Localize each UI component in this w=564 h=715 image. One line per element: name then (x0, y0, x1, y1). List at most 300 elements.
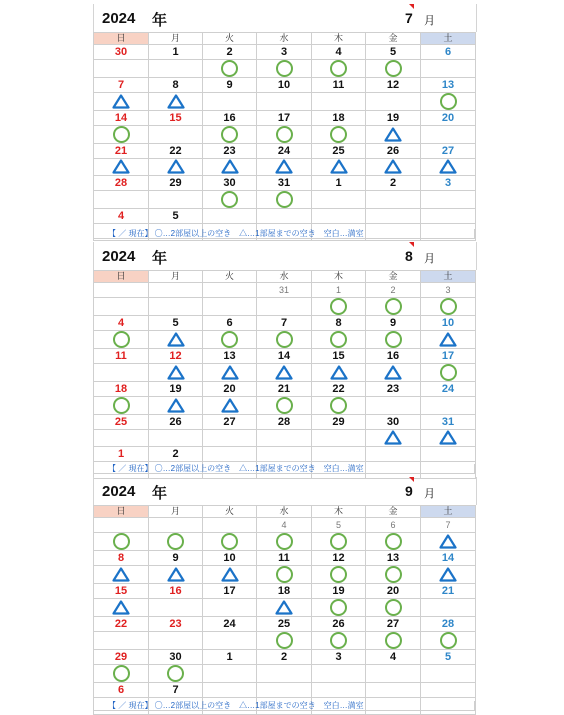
day-number (149, 518, 203, 533)
day-number: 21 (94, 144, 149, 159)
triangle-icon (167, 159, 185, 174)
weekday-tue: 火 (203, 33, 257, 45)
day-number: 13 (203, 349, 257, 364)
date-row (94, 349, 476, 364)
availability-row (94, 159, 476, 176)
day-number: 24 (421, 382, 476, 397)
year-kanji: 年 (152, 12, 168, 29)
availability-cell (312, 533, 366, 551)
availability-cell (94, 599, 149, 617)
availability-cell (366, 430, 421, 447)
availability-cell (257, 566, 312, 584)
calendar-grid (93, 270, 476, 479)
availability-cell (366, 397, 421, 415)
day-number: 26 (366, 144, 421, 159)
day-number: 23 (203, 144, 257, 159)
triangle-icon (167, 365, 185, 380)
day-number (257, 209, 312, 224)
availability-cell (312, 298, 366, 316)
day-number: 30 (366, 415, 421, 430)
circle-icon (221, 533, 238, 550)
weekday-fri: 金 (366, 271, 421, 283)
weekday-sun: 日 (94, 271, 149, 283)
circle-icon (330, 126, 347, 143)
day-number: 20 (203, 382, 257, 397)
day-number: 2 (257, 650, 312, 665)
availability-cell (421, 665, 476, 683)
availability-row (94, 298, 476, 316)
year-kanji: 年 (152, 485, 168, 502)
day-number: 12 (366, 78, 421, 93)
day-number: 7 (421, 518, 476, 533)
triangle-icon (384, 159, 402, 174)
availability-cell (421, 364, 476, 382)
day-number: 28 (94, 176, 149, 191)
triangle-icon (275, 159, 293, 174)
day-number: 1 (203, 650, 257, 665)
year-number: 2024 (102, 248, 136, 265)
day-number: 11 (94, 349, 149, 364)
day-number: 10 (203, 551, 257, 566)
day-number: 1 (94, 447, 149, 462)
day-number: 6 (94, 683, 149, 698)
availability-cell (257, 331, 312, 349)
circle-icon (221, 191, 238, 208)
weekday-sat: 土 (421, 506, 476, 518)
day-number: 15 (149, 111, 203, 126)
availability-row (94, 397, 476, 415)
day-number: 29 (312, 415, 366, 430)
availability-row (94, 430, 476, 447)
triangle-icon (167, 567, 185, 582)
availability-cell (421, 93, 476, 111)
day-number: 17 (257, 111, 312, 126)
day-number: 4 (257, 518, 312, 533)
calendar-grid (93, 32, 476, 241)
triangle-icon (439, 430, 457, 445)
availability-cell (366, 93, 421, 111)
day-number (203, 683, 257, 698)
triangle-icon (112, 567, 130, 582)
availability-cell (203, 632, 257, 650)
circle-icon (385, 533, 402, 550)
availability-row (94, 364, 476, 382)
availability-cell (203, 364, 257, 382)
circle-icon (276, 60, 293, 77)
circle-icon (385, 599, 402, 616)
circle-icon (330, 397, 347, 414)
month-number: 8 (405, 248, 413, 264)
availability-cell (366, 331, 421, 349)
availability-cell (421, 126, 476, 144)
triangle-icon (112, 600, 130, 615)
day-number: 5 (149, 316, 203, 331)
date-row (94, 683, 476, 698)
day-number: 2 (203, 45, 257, 60)
availability-cell (257, 665, 312, 683)
availability-cell (94, 159, 149, 176)
day-number: 31 (421, 415, 476, 430)
weekday-wed: 水 (257, 271, 312, 283)
availability-cell (203, 599, 257, 617)
weekday-sat: 土 (421, 33, 476, 45)
day-number: 2 (366, 283, 421, 298)
day-number: 8 (312, 316, 366, 331)
circle-icon (276, 533, 293, 550)
day-number (366, 683, 421, 698)
date-row (94, 617, 476, 632)
circle-icon (385, 566, 402, 583)
availability-cell (312, 60, 366, 78)
circle-icon (221, 126, 238, 143)
date-row (94, 447, 476, 462)
availability-cell (149, 60, 203, 78)
day-number: 19 (366, 111, 421, 126)
circle-icon (113, 665, 130, 682)
day-number: 1 (149, 45, 203, 60)
availability-cell (257, 533, 312, 551)
availability-cell (203, 331, 257, 349)
triangle-icon (439, 534, 457, 549)
day-number (94, 283, 149, 298)
day-number: 7 (257, 316, 312, 331)
month-kanji: 月 (424, 253, 435, 265)
circle-icon (221, 60, 238, 77)
day-number (203, 447, 257, 462)
day-number: 9 (366, 316, 421, 331)
date-row (94, 111, 476, 126)
day-number: 6 (203, 316, 257, 331)
day-number: 25 (94, 415, 149, 430)
triangle-icon (167, 94, 185, 109)
availability-cell (257, 191, 312, 209)
availability-cell (421, 566, 476, 584)
availability-cell (366, 632, 421, 650)
availability-cell (203, 533, 257, 551)
day-number: 18 (257, 584, 312, 599)
availability-cell (203, 159, 257, 176)
availability-cell (421, 599, 476, 617)
availability-cell (312, 566, 366, 584)
circle-icon (385, 331, 402, 348)
triangle-icon (221, 567, 239, 582)
day-number: 14 (421, 551, 476, 566)
availability-cell (366, 533, 421, 551)
day-number: 22 (312, 382, 366, 397)
day-number: 3 (421, 283, 476, 298)
day-number: 17 (421, 349, 476, 364)
availability-cell (149, 331, 203, 349)
availability-cell (149, 126, 203, 144)
circle-icon (276, 191, 293, 208)
availability-cell (94, 665, 149, 683)
date-row (94, 45, 476, 60)
availability-cell (94, 331, 149, 349)
date-row (94, 78, 476, 93)
day-number: 14 (94, 111, 149, 126)
month-number: 9 (405, 483, 413, 499)
day-number: 28 (421, 617, 476, 632)
day-number: 1 (312, 283, 366, 298)
calendar-grid (93, 505, 476, 715)
date-row (94, 144, 476, 159)
weekday-fri: 金 (366, 33, 421, 45)
circle-icon (276, 632, 293, 649)
day-number: 19 (149, 382, 203, 397)
availability-cell (366, 60, 421, 78)
month-header (93, 4, 477, 32)
availability-cell (421, 397, 476, 415)
weekday-mon: 月 (149, 33, 203, 45)
date-row (94, 518, 476, 533)
day-number (94, 518, 149, 533)
month-kanji: 月 (424, 15, 435, 27)
day-number: 28 (257, 415, 312, 430)
triangle-icon (167, 398, 185, 413)
day-number: 6 (366, 518, 421, 533)
triangle-icon (384, 127, 402, 142)
day-number: 21 (257, 382, 312, 397)
circle-icon (276, 126, 293, 143)
availability-cell (312, 364, 366, 382)
availability-legend: 【 ／ 現在】 〇…2部屋以上の空き △…1部屋までの空き 空白…満室 (93, 229, 475, 239)
day-number: 30 (203, 176, 257, 191)
day-number: 7 (94, 78, 149, 93)
day-number: 26 (149, 415, 203, 430)
date-row (94, 650, 476, 665)
day-number: 13 (366, 551, 421, 566)
day-number: 19 (312, 584, 366, 599)
day-number (421, 447, 476, 462)
day-number: 25 (312, 144, 366, 159)
day-number: 27 (421, 144, 476, 159)
availability-cell (149, 599, 203, 617)
day-number: 16 (203, 111, 257, 126)
day-number: 1 (312, 176, 366, 191)
circle-icon (330, 632, 347, 649)
availability-cell (94, 430, 149, 447)
availability-cell (149, 533, 203, 551)
day-number: 10 (421, 316, 476, 331)
weekday-sun: 日 (94, 33, 149, 45)
day-number: 8 (149, 78, 203, 93)
availability-cell (257, 599, 312, 617)
triangle-icon (384, 430, 402, 445)
date-row (94, 176, 476, 191)
day-number (366, 209, 421, 224)
day-number: 29 (94, 650, 149, 665)
circle-icon (440, 298, 457, 315)
triangle-icon (439, 567, 457, 582)
availability-cell (366, 298, 421, 316)
availability-cell (366, 665, 421, 683)
weekday-wed: 水 (257, 33, 312, 45)
day-number (257, 683, 312, 698)
availability-cell (149, 665, 203, 683)
date-row (94, 209, 476, 224)
day-number: 2 (149, 447, 203, 462)
availability-row (94, 566, 476, 584)
availability-cell (149, 566, 203, 584)
day-number: 10 (257, 78, 312, 93)
triangle-icon (275, 365, 293, 380)
day-number: 5 (366, 45, 421, 60)
availability-cell (257, 93, 312, 111)
availability-cell (421, 60, 476, 78)
availability-cell (312, 331, 366, 349)
date-row (94, 283, 476, 298)
triangle-icon (275, 600, 293, 615)
weekday-tue: 火 (203, 506, 257, 518)
triangle-icon (330, 365, 348, 380)
availability-cell (421, 331, 476, 349)
triangle-icon (330, 159, 348, 174)
day-number: 8 (94, 551, 149, 566)
weekday-sun: 日 (94, 506, 149, 518)
triangle-icon (439, 332, 457, 347)
day-number: 30 (149, 650, 203, 665)
availability-cell (94, 533, 149, 551)
day-number: 13 (421, 78, 476, 93)
date-row (94, 316, 476, 331)
availability-row (94, 60, 476, 78)
day-number: 18 (94, 382, 149, 397)
day-number: 3 (312, 650, 366, 665)
date-row (94, 584, 476, 599)
availability-row (94, 93, 476, 111)
availability-cell (149, 191, 203, 209)
triangle-icon (221, 365, 239, 380)
availability-cell (257, 60, 312, 78)
weekday-thu: 木 (312, 33, 366, 45)
availability-cell (421, 533, 476, 551)
availability-cell (366, 191, 421, 209)
availability-cell (203, 397, 257, 415)
circle-icon (221, 331, 238, 348)
availability-cell (421, 159, 476, 176)
availability-cell (421, 191, 476, 209)
availability-cell (203, 126, 257, 144)
date-row (94, 382, 476, 397)
day-number: 4 (94, 316, 149, 331)
day-number: 27 (366, 617, 421, 632)
day-number (366, 447, 421, 462)
weekday-tue: 火 (203, 271, 257, 283)
weekday-thu: 木 (312, 506, 366, 518)
month-header (93, 242, 477, 270)
availability-cell (203, 298, 257, 316)
availability-cell (312, 126, 366, 144)
availability-cell (149, 159, 203, 176)
day-number (421, 683, 476, 698)
availability-cell (421, 632, 476, 650)
comment-marker-icon (409, 242, 414, 247)
triangle-icon (221, 159, 239, 174)
circle-icon (385, 632, 402, 649)
day-number: 12 (149, 349, 203, 364)
day-number: 6 (421, 45, 476, 60)
circle-icon (440, 364, 457, 381)
availability-cell (203, 566, 257, 584)
availability-cell (312, 191, 366, 209)
circle-icon (330, 60, 347, 77)
day-number: 24 (203, 617, 257, 632)
availability-cell (257, 126, 312, 144)
availability-cell (312, 159, 366, 176)
year-number: 2024 (102, 10, 136, 27)
availability-row (94, 665, 476, 683)
circle-icon (276, 397, 293, 414)
availability-cell (366, 566, 421, 584)
day-number: 18 (312, 111, 366, 126)
day-number: 4 (366, 650, 421, 665)
day-number: 31 (257, 176, 312, 191)
circle-icon (385, 298, 402, 315)
availability-cell (257, 430, 312, 447)
availability-cell (257, 298, 312, 316)
day-number: 11 (257, 551, 312, 566)
availability-cell (257, 397, 312, 415)
availability-legend: 【 ／ 現在】 〇…2部屋以上の空き △…1部屋までの空き 空白…満室 (93, 464, 475, 474)
day-number: 22 (94, 617, 149, 632)
day-number: 15 (94, 584, 149, 599)
day-number: 20 (421, 111, 476, 126)
availability-cell (312, 397, 366, 415)
circle-icon (276, 566, 293, 583)
availability-cell (94, 60, 149, 78)
availability-cell (366, 159, 421, 176)
availability-row (94, 191, 476, 209)
circle-icon (330, 566, 347, 583)
comment-marker-icon (409, 477, 414, 482)
comment-marker-icon (409, 4, 414, 9)
day-number (203, 209, 257, 224)
availability-cell (366, 364, 421, 382)
circle-icon (440, 93, 457, 110)
circle-icon (385, 60, 402, 77)
circle-icon (113, 533, 130, 550)
availability-legend: 【 ／ 現在】 〇…2部屋以上の空き △…1部屋までの空き 空白…満室 (93, 701, 475, 711)
weekday-sat: 土 (421, 271, 476, 283)
availability-cell (312, 599, 366, 617)
availability-cell (257, 364, 312, 382)
availability-cell (366, 599, 421, 617)
year-number: 2024 (102, 483, 136, 500)
day-number (312, 209, 366, 224)
month-header (93, 477, 477, 505)
circle-icon (330, 331, 347, 348)
circle-icon (330, 298, 347, 315)
day-number: 25 (257, 617, 312, 632)
availability-cell (94, 191, 149, 209)
weekday-mon: 月 (149, 271, 203, 283)
day-number: 17 (203, 584, 257, 599)
availability-cell (94, 566, 149, 584)
day-number (203, 518, 257, 533)
month-number: 7 (405, 10, 413, 26)
day-number: 7 (149, 683, 203, 698)
year-kanji: 年 (152, 250, 168, 267)
availability-cell (149, 93, 203, 111)
availability-cell (94, 632, 149, 650)
triangle-icon (112, 159, 130, 174)
day-number: 20 (366, 584, 421, 599)
availability-row (94, 599, 476, 617)
day-number: 4 (94, 209, 149, 224)
availability-cell (203, 430, 257, 447)
day-number: 3 (257, 45, 312, 60)
weekday-wed: 水 (257, 506, 312, 518)
